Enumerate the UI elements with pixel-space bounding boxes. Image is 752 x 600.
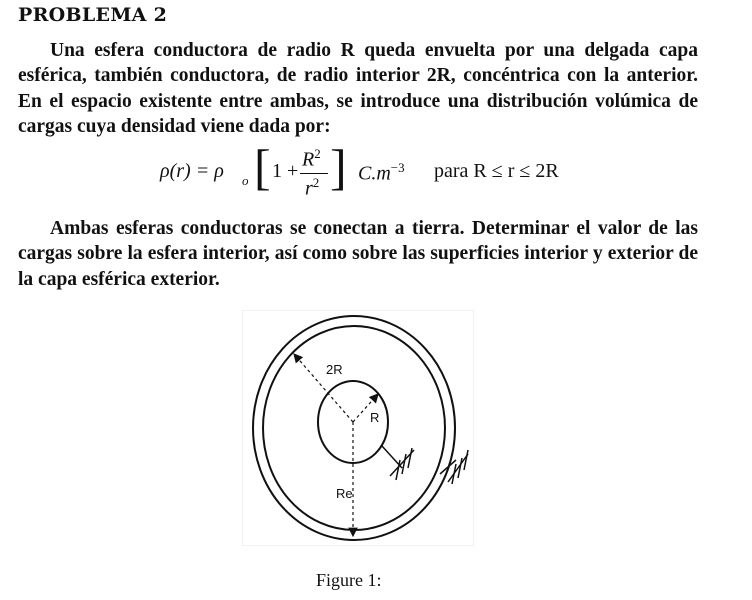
charge-density-equation — [160, 139, 580, 202]
equation-lhs: ρ(r) = ρ — [160, 160, 224, 182]
question-paragraph: Ambas esferas conductoras se conectan a tierra. Determinar el valor de las cargas sobre la esfera interior, así como sobre las superficies interior y exterior de la capa esférica exterior. — [18, 218, 698, 290]
figure-caption: Figure 1: — [316, 570, 382, 590]
left-bracket: [ — [254, 139, 271, 195]
problem-statement-paragraph: Una esfera conductora de radio R queda envuelta por una delgada capa esférica, también conductora, de radio interior 2R, concéntrica con la anterior. En el espacio existente entre ambas, se introduce una distribución volúmica de cargas cuya densidad viene dada por: — [18, 40, 698, 137]
label-Re: Re — [336, 486, 353, 501]
equation-one-plus: 1 + — [272, 160, 299, 182]
equation-condition: para R ≤ r ≤ 2R — [434, 160, 559, 182]
figure-svg — [242, 310, 474, 546]
fraction-numerator: $R^2$ — [302, 146, 321, 171]
fraction-bar — [300, 173, 328, 174]
equation-lhs-subscript: o — [242, 173, 249, 188]
label-R: R — [370, 410, 380, 425]
problem-heading: PROBLEMA 2 — [18, 4, 168, 26]
label-2R: 2R — [326, 362, 343, 377]
equation-units: $C.m^{-3}$ — [358, 160, 405, 185]
concentric-spheres-figure — [242, 310, 474, 546]
fraction-denominator: $r^2$ — [305, 175, 320, 200]
right-bracket: ] — [330, 139, 347, 195]
figure-frame — [242, 310, 474, 546]
